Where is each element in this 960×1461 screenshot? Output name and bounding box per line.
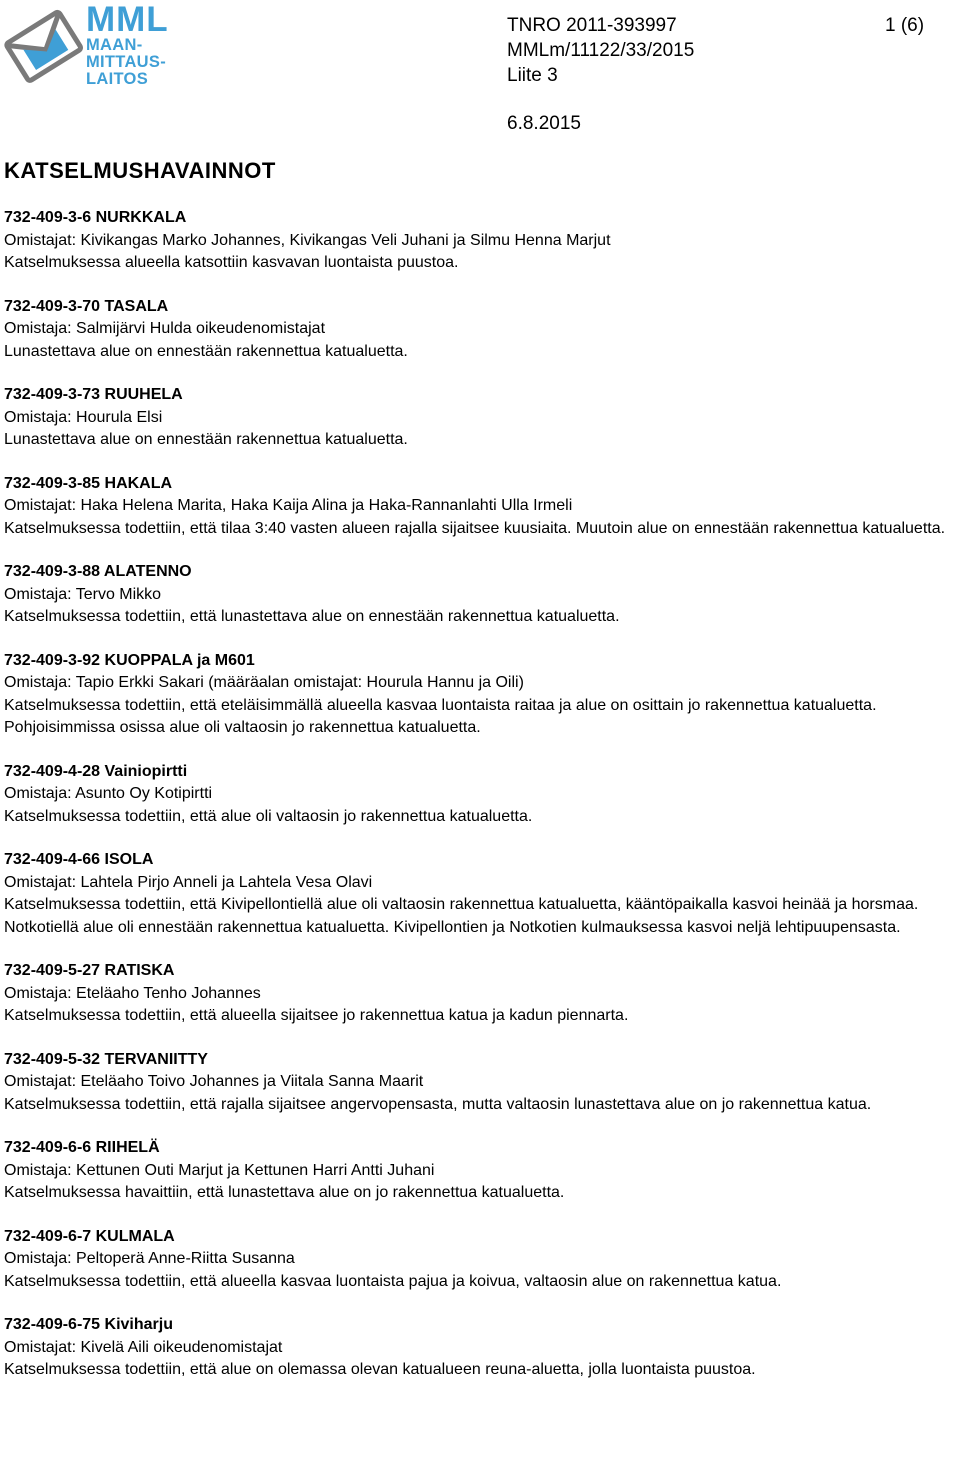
property-title: 732-409-3-6 NURKKALA [4,209,187,226]
property-title: 732-409-5-32 TERVANIITTY [4,1050,208,1068]
property-title: 732-409-6-75 Kiviharju [4,1316,173,1333]
property-owner: Omistajat: Lahtela Pirjo Anneli ja Lahtela Vesa Olavi [4,873,373,891]
property-owner: Omistaja: Salmijärvi Hulda oikeudenomistajat [4,320,326,337]
property-finding: Lunastettava alue on ennestään rakennettua katualuetta. [4,342,408,360]
tnro-label: TNRO 2011-393997 [507,15,677,36]
property-section [4,650,958,740]
property-section [4,207,958,275]
property-finding: Katselmuksessa havaittiin, että lunastettava alue on jo rakennettua katualuetta. [4,1184,565,1201]
property-section [4,561,958,629]
property-section [4,296,958,364]
logo-line-3: MITTAUS- [86,53,166,71]
property-title: 732-409-6-6 RIIHELÄ [4,1139,160,1156]
property-owner: Omistaja: Peltoperä Anne-Riitta Susanna [4,1250,295,1267]
logo-line-2: MAAN- [86,36,143,54]
property-title: 732-409-4-66 ISOLA [4,851,154,868]
property-owner: Omistajat: Haka Helena Marita, Haka Kaija Alina ja Haka-Rannanlahti Ulla Irmeli [4,497,573,514]
logo-wordmark [86,2,169,88]
mml-logo [4,0,174,94]
property-title: 732-409-3-70 TASALA [4,297,169,315]
property-finding: Katselmuksessa todettiin, että alueella kasvaa luontaista pajua ja koivua, valtaosin alue on rakennettua katua. [4,1272,782,1290]
property-section [4,1226,958,1294]
property-section [4,849,958,939]
logo-line-4: LAITOS [86,70,148,88]
property-owner: Omistaja: Eteläaho Tenho Johannes [4,984,261,1002]
property-owner: Omistaja: Kettunen Outi Marjut ja Kettunen Harri Antti Juhani [4,1161,435,1179]
property-section [4,1049,958,1117]
property-owner: Omistaja: Tapio Erkki Sakari (määräalan omistajat: Hourula Hannu ja Oili) [4,674,524,691]
property-finding: Katselmuksessa todettiin, että rajalla sijaitsee angervopensasta, mutta valtaosin lunastettava alue on jo rakennettua katua. [4,1095,872,1113]
property-owner: Omistaja: Tervo Mikko [4,585,162,603]
logo-mml: MML [86,0,169,39]
property-section [4,1314,958,1382]
reference-number: MMLm/11122/33/2015 [507,40,695,61]
property-section [4,960,958,1028]
property-owner: Omistaja: Asunto Oy Kotipirtti [4,785,213,802]
property-finding: Katselmuksessa alueella katsottiin kasvavan luontaista puustoa. [4,254,459,271]
property-section [4,761,958,829]
property-owner: Omistaja: Hourula Elsi [4,408,163,426]
property-finding: Lunastettava alue on ennestään rakennettua katualuetta. [4,431,408,448]
attachment-label: Liite 3 [507,65,558,86]
page-count: 1 (6) [885,15,925,36]
property-owner: Omistajat: Eteläaho Toivo Johannes ja Viitala Sanna Maarit [4,1073,424,1090]
findings-list [4,207,958,1403]
property-finding: Katselmuksessa todettiin, että alue on olemassa olevan katualueen reuna-aluetta, jolla luontaista puustoa. [4,1361,756,1378]
property-finding: Katselmuksessa todettiin, että Kivipellontiellä alue oli valtaosin rakennettua katualuetta, kääntöpaikalla kasvoi heinää ja horsmaa. Notkotiellä alue oli ennestään rakennettua katualuetta. Kivipellontien ja Notkotien kulmauksessa kasvoi neljä lehtipuupensasta. [4,896,919,936]
property-title: 732-409-6-7 KULMALA [4,1227,175,1245]
property-title: 732-409-4-28 Vainiopirtti [4,762,188,780]
property-section [4,384,958,452]
property-title: 732-409-5-27 RATISKA [4,962,175,979]
document-title: KATSELMUSHAVAINNOT [4,158,276,183]
property-finding: Katselmuksessa todettiin, että alueella sijaitsee jo rakennettua katua ja kadun piennarta. [4,1007,629,1024]
property-finding: Katselmuksessa todettiin, että tilaa 3:40 vasten alueen rajalla sijaitsee kuusiaita. Muutoin alue on ennestään rakennettua katualuetta. [4,519,946,537]
document-date: 6.8.2015 [507,113,581,134]
property-owner: Omistajat: Kivikangas Marko Johannes, Kivikangas Veli Juhani ja Silmu Henna Marjut [4,231,611,249]
property-title: 732-409-3-85 HAKALA [4,474,173,492]
property-finding: Katselmuksessa todettiin, että lunastettava alue on ennestään rakennettua katualuetta. [4,608,620,625]
property-finding: Katselmuksessa todettiin, että alue oli valtaosin jo rakennettua katualuetta. [4,807,533,825]
property-section [4,473,958,541]
property-finding: Katselmuksessa todettiin, että eteläisimmällä alueella kasvaa luontaista raitaa ja alue on osittain jo rakennettua katualuetta. Pohjoisimmissa osissa alue oli valtaosin jo rakennettua katualuetta. [4,696,877,736]
property-title: 732-409-3-92 KUOPPALA ja M601 [4,651,255,669]
property-owner: Omistajat: Kivelä Aili oikeudenomistajat [4,1338,283,1356]
property-title: 732-409-3-88 ALATENNO [4,563,192,580]
property-section [4,1137,958,1205]
mml-envelope-icon [4,0,84,90]
property-title: 732-409-3-73 RUUHELA [4,386,183,403]
